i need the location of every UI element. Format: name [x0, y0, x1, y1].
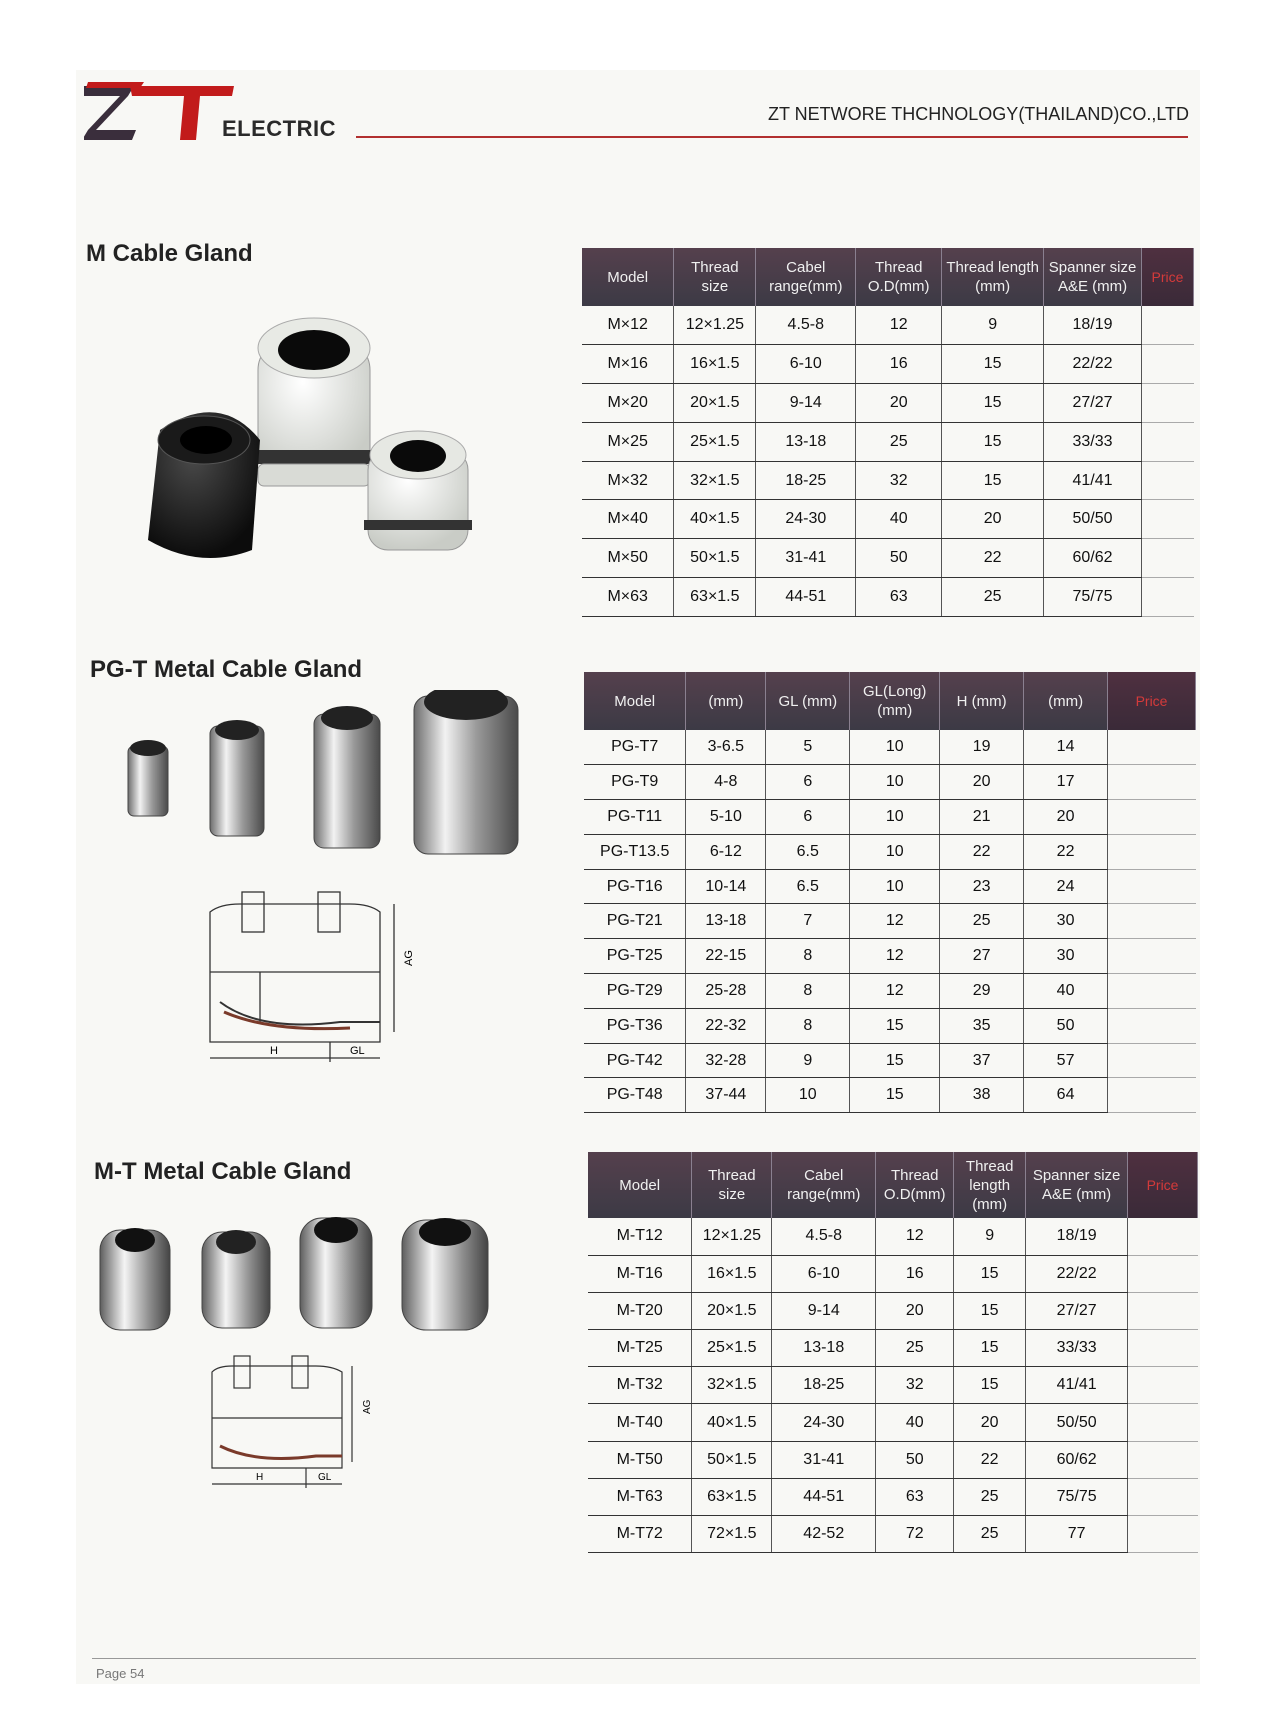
table-cell: 50×1.5: [674, 539, 756, 578]
table-cell: 8: [766, 1008, 850, 1043]
table-cell: [1128, 1441, 1198, 1478]
table-cell: 72: [876, 1516, 954, 1553]
table-cell: [1108, 834, 1196, 869]
table-cell: 12: [850, 974, 940, 1009]
table-cell: 16: [856, 345, 942, 384]
pgt-metal-gland-photo: [118, 690, 538, 860]
table-cell: 25×1.5: [692, 1330, 772, 1367]
table-cell: [1128, 1478, 1198, 1515]
column-header: Thread length (mm): [954, 1152, 1026, 1218]
table-cell: 37-44: [686, 1078, 766, 1113]
table-cell: 41/41: [1026, 1367, 1128, 1404]
table-cell: 22-32: [686, 1008, 766, 1043]
table-cell: 15: [942, 461, 1044, 500]
table-cell: 10: [766, 1078, 850, 1113]
column-header: Cabel range(mm): [756, 248, 856, 306]
table-cell: 10: [850, 800, 940, 835]
table-row: [584, 974, 1196, 1009]
table-cell: 20: [942, 500, 1044, 539]
pgt-drawing-label-ag: AG: [403, 950, 415, 966]
column-header: Price: [1128, 1152, 1198, 1218]
table-cell: 22: [940, 834, 1024, 869]
column-header: Price: [1141, 248, 1193, 306]
pgt-drawing-label-h: H: [270, 1045, 278, 1057]
column-header: Spanner size A&E (mm): [1044, 248, 1142, 306]
column-header: Thread O.D(mm): [856, 248, 942, 306]
table-cell: 12×1.25: [674, 306, 756, 345]
table-cell: 22: [954, 1441, 1026, 1478]
table-cell: M-T40: [588, 1404, 692, 1441]
table-cell: 12: [876, 1218, 954, 1255]
table-cell: 32: [876, 1367, 954, 1404]
table-row: [582, 461, 1194, 500]
table-cell: M×63: [582, 578, 674, 617]
table-cell: 30: [1024, 904, 1108, 939]
table-cell: 32×1.5: [674, 461, 756, 500]
table-cell: [1128, 1367, 1198, 1404]
table-cell: PG-T9: [584, 765, 686, 800]
table-cell: 25-28: [686, 974, 766, 1009]
table-cell: 7: [766, 904, 850, 939]
table-cell: 15: [850, 1008, 940, 1043]
table-row: [588, 1516, 1198, 1553]
table-cell: 15: [954, 1367, 1026, 1404]
column-header: Spanner size A&E (mm): [1026, 1152, 1128, 1218]
table-cell: 8: [766, 939, 850, 974]
table-cell: 31-41: [772, 1441, 876, 1478]
table-cell: 40×1.5: [674, 500, 756, 539]
table-cell: [1141, 500, 1193, 539]
table-cell: PG-T7: [584, 730, 686, 765]
table-cell: [1108, 730, 1196, 765]
table-cell: 20×1.5: [674, 384, 756, 423]
table-cell: 13-18: [772, 1330, 876, 1367]
table-cell: 16×1.5: [674, 345, 756, 384]
column-header: Thread length (mm): [942, 248, 1044, 306]
table-cell: PG-T36: [584, 1008, 686, 1043]
table-row: [582, 345, 1194, 384]
table-cell: [1128, 1516, 1198, 1553]
table-cell: 3-6.5: [686, 730, 766, 765]
table-cell: 22: [1024, 834, 1108, 869]
table-cell: [1108, 1078, 1196, 1113]
table-cell: 9: [766, 1043, 850, 1078]
table-cell: 10: [850, 869, 940, 904]
section-title-m: M Cable Gland: [86, 240, 253, 267]
table-cell: 50: [856, 539, 942, 578]
table-cell: 35: [940, 1008, 1024, 1043]
table-cell: 32×1.5: [692, 1367, 772, 1404]
table-cell: 63: [876, 1478, 954, 1515]
table-cell: 40: [856, 500, 942, 539]
table-cell: 4-8: [686, 765, 766, 800]
zt-logo: [84, 82, 234, 146]
column-header: Model: [588, 1152, 692, 1218]
table-cell: 15: [954, 1255, 1026, 1292]
table-row: [584, 1043, 1196, 1078]
table-cell: 13-18: [756, 422, 856, 461]
pgt-metal-gland-table: [584, 672, 1196, 1113]
table-cell: [1141, 345, 1193, 384]
table-cell: 18-25: [756, 461, 856, 500]
table-cell: 25×1.5: [674, 422, 756, 461]
table-cell: 27/27: [1026, 1292, 1128, 1329]
table-cell: [1108, 1043, 1196, 1078]
column-header: Price: [1108, 672, 1196, 730]
table-row: [588, 1218, 1198, 1255]
table-cell: 15: [954, 1330, 1026, 1367]
table-cell: M-T72: [588, 1516, 692, 1553]
table-cell: 40×1.5: [692, 1404, 772, 1441]
table-cell: 14: [1024, 730, 1108, 765]
table-cell: 22/22: [1044, 345, 1142, 384]
table-row: [584, 765, 1196, 800]
table-cell: M×16: [582, 345, 674, 384]
table-cell: 77: [1026, 1516, 1128, 1553]
table-cell: M-T12: [588, 1218, 692, 1255]
column-header: Thread O.D(mm): [876, 1152, 954, 1218]
table-cell: 42-52: [772, 1516, 876, 1553]
table-cell: 32-28: [686, 1043, 766, 1078]
table-cell: 9-14: [772, 1292, 876, 1329]
table-cell: [1108, 974, 1196, 1009]
table-cell: 12×1.25: [692, 1218, 772, 1255]
page-number: Page 54: [96, 1666, 145, 1681]
table-cell: [1128, 1292, 1198, 1329]
table-cell: 44-51: [772, 1478, 876, 1515]
table-cell: 18-25: [772, 1367, 876, 1404]
m-cable-gland-photo: [140, 300, 530, 570]
table-cell: 15: [954, 1292, 1026, 1329]
table-cell: 5-10: [686, 800, 766, 835]
table-cell: 44-51: [756, 578, 856, 617]
table-cell: [1108, 1008, 1196, 1043]
table-cell: 12: [850, 939, 940, 974]
table-cell: 9: [942, 306, 1044, 345]
mt-drawing-label-h: H: [256, 1472, 264, 1483]
table-cell: 15: [942, 345, 1044, 384]
table-cell: 6: [766, 765, 850, 800]
table-row: [584, 834, 1196, 869]
table-row: [584, 1008, 1196, 1043]
table-cell: M-T50: [588, 1441, 692, 1478]
table-cell: 50/50: [1044, 500, 1142, 539]
table-cell: 60/62: [1044, 539, 1142, 578]
column-header: Cabel range(mm): [772, 1152, 876, 1218]
table-cell: [1108, 904, 1196, 939]
table-cell: 20×1.5: [692, 1292, 772, 1329]
pgt-drawing-label-gl: GL: [350, 1045, 365, 1057]
table-cell: 72×1.5: [692, 1516, 772, 1553]
table-cell: 18/19: [1026, 1218, 1128, 1255]
table-cell: 15: [942, 422, 1044, 461]
table-cell: 31-41: [756, 539, 856, 578]
table-cell: 29: [940, 974, 1024, 1009]
table-cell: 50/50: [1026, 1404, 1128, 1441]
mt-drawing-label-ag: AG: [362, 1399, 373, 1414]
table-cell: 40: [1024, 974, 1108, 1009]
table-cell: 63×1.5: [692, 1478, 772, 1515]
column-header: (mm): [686, 672, 766, 730]
column-header: Thread size: [692, 1152, 772, 1218]
table-cell: 50×1.5: [692, 1441, 772, 1478]
table-cell: 75/75: [1044, 578, 1142, 617]
table-cell: 20: [1024, 800, 1108, 835]
table-cell: 30: [1024, 939, 1108, 974]
table-cell: 10: [850, 765, 940, 800]
table-cell: [1141, 578, 1193, 617]
table-cell: 27/27: [1044, 384, 1142, 423]
table-cell: 16×1.5: [692, 1255, 772, 1292]
table-cell: 32: [856, 461, 942, 500]
table-cell: 40: [876, 1404, 954, 1441]
mt-metal-gland-photo: [96, 1210, 516, 1340]
table-cell: 19: [940, 730, 1024, 765]
table-row: [588, 1255, 1198, 1292]
table-cell: 17: [1024, 765, 1108, 800]
table-cell: [1108, 800, 1196, 835]
table-row: [582, 422, 1194, 461]
table-cell: 4.5-8: [772, 1218, 876, 1255]
table-cell: 22: [942, 539, 1044, 578]
table-cell: 24-30: [756, 500, 856, 539]
table-row: [588, 1441, 1198, 1478]
table-row: [584, 800, 1196, 835]
table-cell: 10: [850, 834, 940, 869]
table-cell: [1141, 306, 1193, 345]
column-header: (mm): [1024, 672, 1108, 730]
table-cell: 22-15: [686, 939, 766, 974]
column-header: Thread size: [674, 248, 756, 306]
table-cell: [1141, 461, 1193, 500]
table-row: [588, 1330, 1198, 1367]
table-row: [584, 904, 1196, 939]
table-cell: 20: [856, 384, 942, 423]
table-cell: [1108, 869, 1196, 904]
table-cell: 10-14: [686, 869, 766, 904]
table-cell: [1108, 765, 1196, 800]
mt-metal-gland-table: [588, 1152, 1198, 1553]
table-cell: M×25: [582, 422, 674, 461]
table-cell: M×40: [582, 500, 674, 539]
pgt-technical-drawing: [200, 882, 420, 1078]
table-row: [582, 500, 1194, 539]
table-cell: M-T25: [588, 1330, 692, 1367]
table-row: [588, 1367, 1198, 1404]
column-header: H (mm): [940, 672, 1024, 730]
column-header: Model: [584, 672, 686, 730]
brand-name: ELECTRIC: [222, 116, 336, 141]
table-cell: 8: [766, 974, 850, 1009]
table-cell: [1141, 539, 1193, 578]
table-cell: 5: [766, 730, 850, 765]
column-header: GL (mm): [766, 672, 850, 730]
table-cell: [1128, 1330, 1198, 1367]
table-cell: M-T32: [588, 1367, 692, 1404]
table-cell: [1108, 939, 1196, 974]
table-cell: 57: [1024, 1043, 1108, 1078]
table-row: [584, 730, 1196, 765]
table-cell: PG-T13.5: [584, 834, 686, 869]
column-header: Model: [582, 248, 674, 306]
table-cell: 50: [1024, 1008, 1108, 1043]
table-cell: 63: [856, 578, 942, 617]
table-cell: 23: [940, 869, 1024, 904]
table-cell: 10: [850, 730, 940, 765]
table-row: [588, 1404, 1198, 1441]
table-cell: 20: [954, 1404, 1026, 1441]
table-cell: M×12: [582, 306, 674, 345]
table-cell: 25: [876, 1330, 954, 1367]
table-cell: 37: [940, 1043, 1024, 1078]
table-cell: 24: [1024, 869, 1108, 904]
table-row: [582, 578, 1194, 617]
table-cell: 24-30: [772, 1404, 876, 1441]
table-cell: M-T20: [588, 1292, 692, 1329]
table-cell: [1141, 422, 1193, 461]
table-cell: 6.5: [766, 834, 850, 869]
table-cell: M-T63: [588, 1478, 692, 1515]
table-cell: 22/22: [1026, 1255, 1128, 1292]
table-cell: 15: [942, 384, 1044, 423]
table-row: [584, 869, 1196, 904]
table-cell: M-T16: [588, 1255, 692, 1292]
table-cell: PG-T25: [584, 939, 686, 974]
table-cell: 27: [940, 939, 1024, 974]
footer-rule: [92, 1658, 1196, 1659]
table-cell: 64: [1024, 1078, 1108, 1113]
table-cell: 9-14: [756, 384, 856, 423]
table-cell: [1128, 1255, 1198, 1292]
table-cell: M×20: [582, 384, 674, 423]
table-row: [582, 306, 1194, 345]
table-cell: PG-T48: [584, 1078, 686, 1113]
table-cell: PG-T21: [584, 904, 686, 939]
mt-technical-drawing: [206, 1352, 376, 1496]
table-cell: 6: [766, 800, 850, 835]
table-cell: 41/41: [1044, 461, 1142, 500]
section-title-pgt: PG-T Metal Cable Gland: [90, 656, 363, 683]
table-cell: 9: [954, 1218, 1026, 1255]
table-cell: 12: [856, 306, 942, 345]
table-cell: 13-18: [686, 904, 766, 939]
table-cell: 63×1.5: [674, 578, 756, 617]
table-cell: 25: [954, 1516, 1026, 1553]
table-cell: PG-T16: [584, 869, 686, 904]
table-cell: [1141, 384, 1193, 423]
table-cell: 60/62: [1026, 1441, 1128, 1478]
table-cell: 75/75: [1026, 1478, 1128, 1515]
table-row: [584, 939, 1196, 974]
section-title-mt: M-T Metal Cable Gland: [94, 1158, 352, 1185]
table-cell: 33/33: [1044, 422, 1142, 461]
table-cell: PG-T42: [584, 1043, 686, 1078]
table-cell: PG-T29: [584, 974, 686, 1009]
table-row: [582, 539, 1194, 578]
header-rule: [356, 136, 1188, 138]
table-cell: 50: [876, 1441, 954, 1478]
table-cell: PG-T11: [584, 800, 686, 835]
table-cell: 15: [850, 1043, 940, 1078]
table-cell: 16: [876, 1255, 954, 1292]
table-cell: 6.5: [766, 869, 850, 904]
table-row: [588, 1478, 1198, 1515]
table-cell: 20: [876, 1292, 954, 1329]
table-cell: 21: [940, 800, 1024, 835]
mt-drawing-label-gl: GL: [318, 1472, 332, 1483]
table-cell: 6-12: [686, 834, 766, 869]
table-row: [588, 1292, 1198, 1329]
table-cell: 38: [940, 1078, 1024, 1113]
table-cell: [1128, 1218, 1198, 1255]
table-cell: 4.5-8: [756, 306, 856, 345]
table-cell: 20: [940, 765, 1024, 800]
table-cell: [1128, 1404, 1198, 1441]
table-cell: 6-10: [772, 1255, 876, 1292]
table-cell: 25: [954, 1478, 1026, 1515]
table-cell: M×32: [582, 461, 674, 500]
table-cell: 6-10: [756, 345, 856, 384]
table-cell: 25: [942, 578, 1044, 617]
table-cell: 18/19: [1044, 306, 1142, 345]
table-cell: 25: [940, 904, 1024, 939]
table-cell: 33/33: [1026, 1330, 1128, 1367]
table-cell: M×50: [582, 539, 674, 578]
m-cable-gland-table: [582, 248, 1194, 617]
table-cell: 25: [856, 422, 942, 461]
table-row: [584, 1078, 1196, 1113]
table-cell: 12: [850, 904, 940, 939]
table-cell: 15: [850, 1078, 940, 1113]
table-row: [582, 384, 1194, 423]
column-header: GL(Long) (mm): [850, 672, 940, 730]
company-name: ZT NETWORE THCHNOLOGY(THAILAND)CO.,LTD: [767, 104, 1189, 124]
